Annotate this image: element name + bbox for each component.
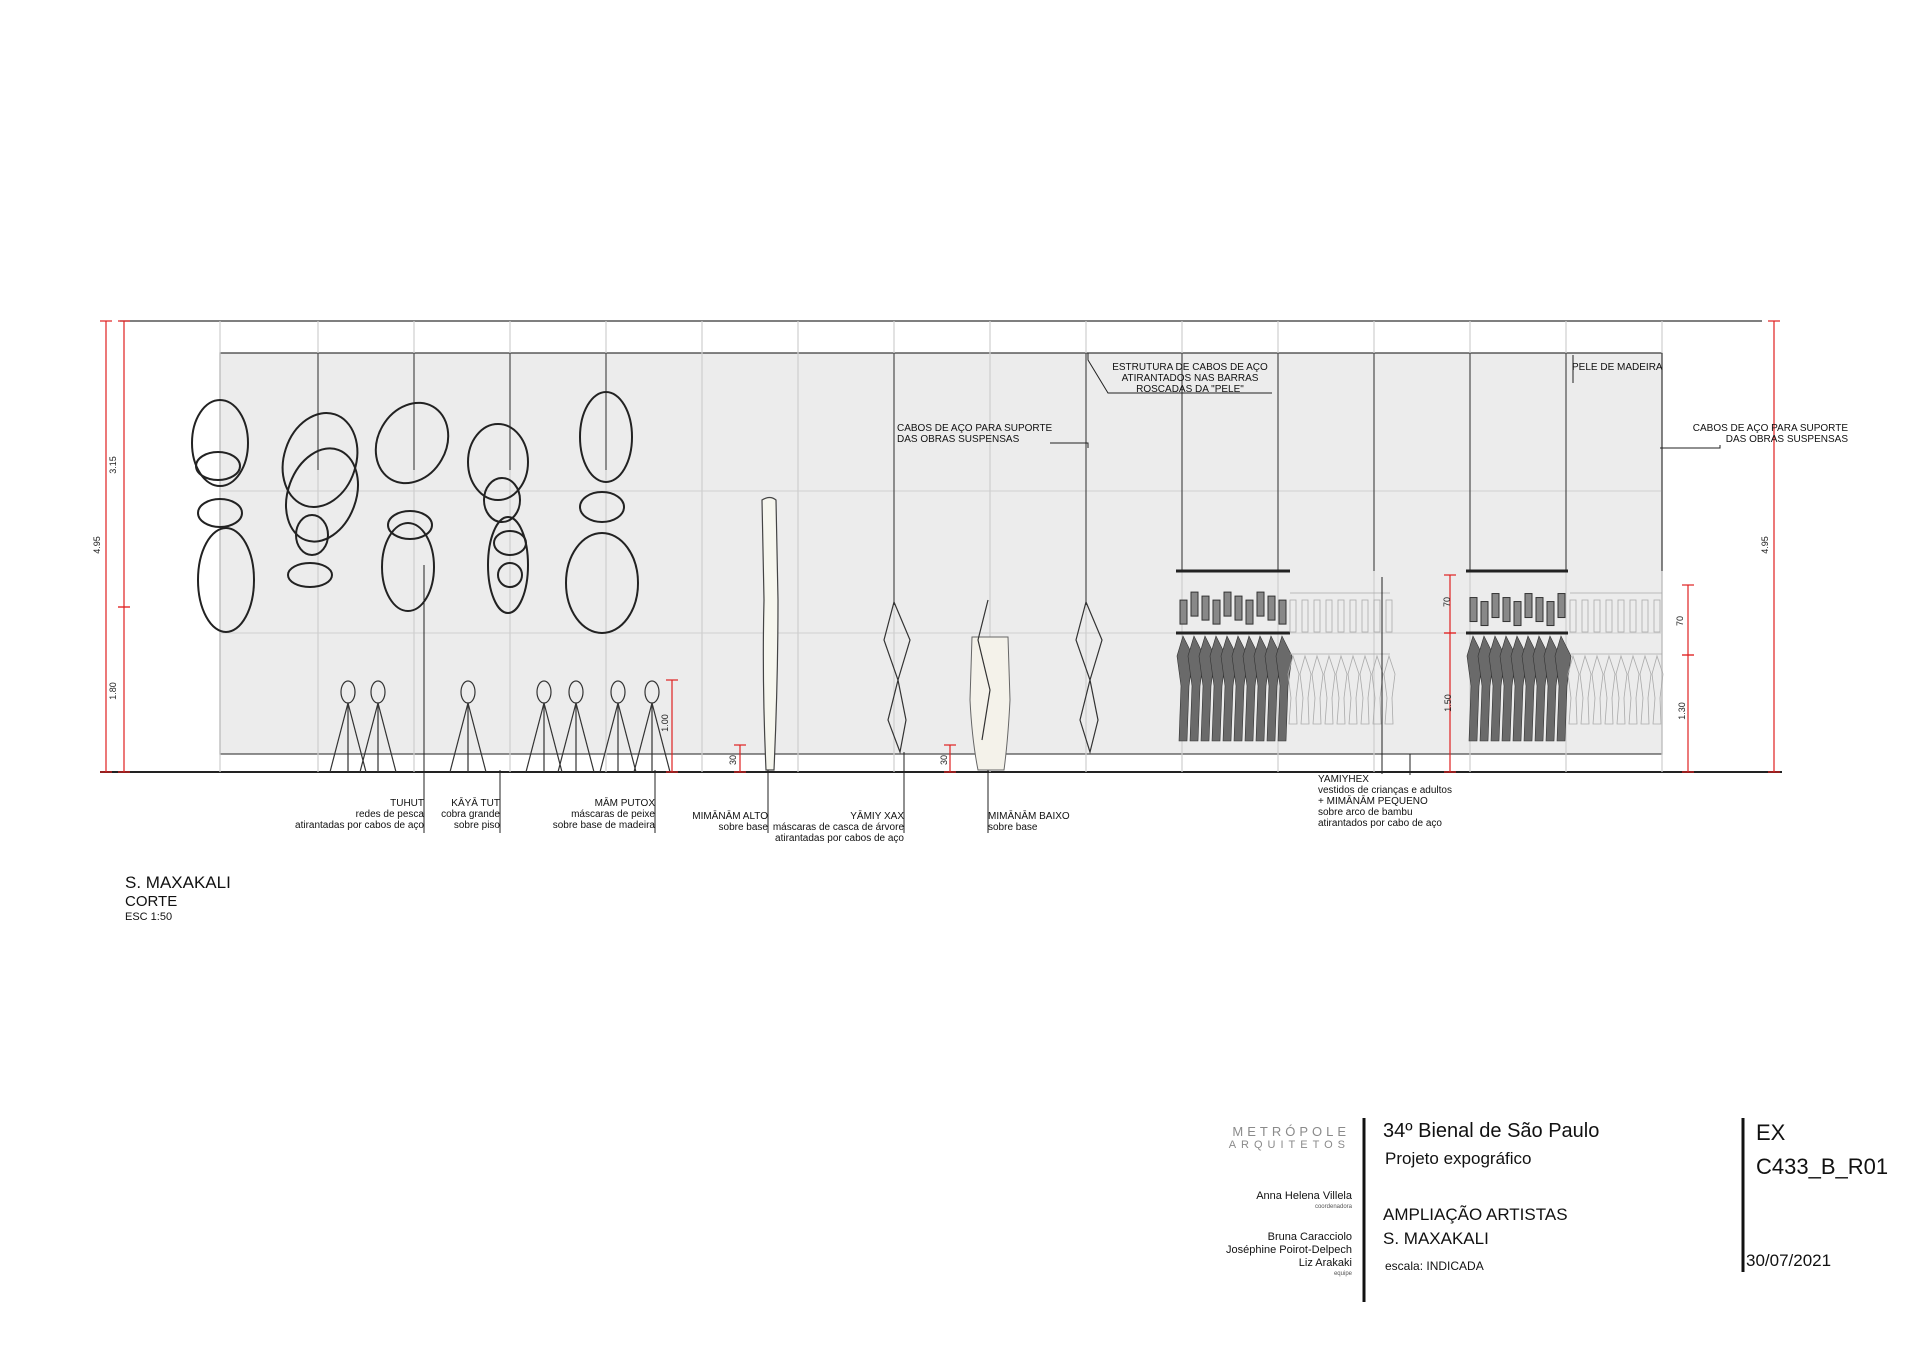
label-tuhut-desc2: atirantadas por cabos de aço <box>295 820 424 831</box>
dim-alto-base: 30 <box>728 754 739 766</box>
project-type: Projeto expográfico <box>1385 1149 1532 1168</box>
dim-rack-lower-right: 1.30 <box>1676 702 1687 720</box>
dim-mam-base: 1.00 <box>659 714 670 732</box>
logo-line1: METRÓPOLE <box>1232 1124 1350 1139</box>
label-yamiyhex <box>1318 774 1452 829</box>
note-cables-right <box>1648 423 1848 445</box>
note-structure <box>1105 362 1275 395</box>
label-mam-desc1: máscaras de peixe <box>571 809 655 820</box>
label-mam-desc2: sobre base de madeira <box>552 820 655 831</box>
label-alto-desc: sobre base <box>718 822 768 833</box>
dim-lower-left: 1.80 <box>107 682 118 700</box>
label-xax-desc1: máscaras de casca de árvore <box>772 822 904 833</box>
label-kaya-tut <box>400 798 500 831</box>
office-logo <box>1200 1124 1350 1151</box>
label-baixo-name: MIMĀNĀM BAIXO <box>988 811 1070 822</box>
label-yamiyhex-name: YAMIYHEX <box>1318 774 1369 785</box>
label-xax-desc2: atirantadas por cabos de aço <box>775 833 904 844</box>
note-cables-mid-line2: DAS OBRAS SUSPENSAS <box>897 434 1020 445</box>
dim-upper-left: 3.15 <box>107 456 118 474</box>
label-yamiyhex-desc2: + MIMĀNĀM PEQUENO <box>1318 796 1428 807</box>
label-yamiyhex-desc4: atirantados por cabo de aço <box>1318 818 1442 829</box>
team-member-3: Liz Arakaki <box>1298 1257 1352 1269</box>
note-cables-right-line2: DAS OBRAS SUSPENSAS <box>1725 434 1848 445</box>
label-kaya-name: KĀYĀ TUT <box>451 798 500 809</box>
dim-total-right: 4.95 <box>1759 536 1770 554</box>
label-tuhut <box>224 798 424 831</box>
dim-baixo-base: 30 <box>939 754 950 766</box>
label-xax-name: YĀMIY XAX <box>850 811 904 822</box>
subject-line2: S. MAXAKALI <box>1383 1229 1489 1248</box>
note-cables-mid <box>897 423 1052 445</box>
label-mimanam-baixo <box>988 811 1070 833</box>
label-mam-putox <box>500 798 655 831</box>
event-title: 34º Bienal de São Paulo <box>1383 1120 1600 1142</box>
team-role: equipe <box>1333 1271 1352 1277</box>
subject-line1: AMPLIAÇÃO ARTISTAS <box>1383 1205 1568 1224</box>
coordinator-role: coordenadora <box>1314 1204 1352 1210</box>
caption-name: S. MAXAKALI <box>125 873 231 892</box>
label-yamiy-xax <box>744 811 904 844</box>
note-structure-line1: ESTRUTURA DE CABOS DE AÇO <box>1112 362 1268 373</box>
sheet-date: 30/07/2021 <box>1746 1251 1832 1270</box>
label-yamiyhex-desc3: sobre arco de bambu <box>1318 807 1413 818</box>
dim-rack-upper-left: 70 <box>1442 596 1453 608</box>
label-alto-name: MIMĀNĀM ALTO <box>692 811 768 822</box>
team-member-1: Bruna Caracciolo <box>1267 1231 1352 1243</box>
dim-rack-upper-right: 70 <box>1675 615 1686 627</box>
note-wood-skin: PELE DE MADEIRA <box>1572 362 1663 373</box>
sheet-code: C433_B_R01 <box>1756 1154 1889 1179</box>
scale-note: escala: INDICADA <box>1385 1259 1484 1273</box>
label-mam-name: MĀM PUTOX <box>594 798 655 809</box>
sheet-prefix: EX <box>1756 1120 1786 1145</box>
label-baixo-desc: sobre base <box>988 822 1038 833</box>
coordinator-name: Anna Helena Villela <box>1256 1190 1352 1202</box>
note-cables-right-line1: CABOS DE AÇO PARA SUPORTE <box>1692 423 1848 434</box>
label-kaya-desc1: cobra grande <box>441 809 500 820</box>
drawing-caption <box>125 873 231 924</box>
note-structure-line3: ROSCADAS DA "PELE" <box>1136 384 1244 395</box>
note-structure-line2: ATIRANTADOS NAS BARRAS <box>1121 373 1259 384</box>
caption-scale: ESC 1:50 <box>125 911 173 923</box>
dim-rack-lower-left: 1.50 <box>1442 694 1453 712</box>
label-yamiyhex-desc1: vestidos de crianças e adultos <box>1318 785 1452 796</box>
label-kaya-desc2: sobre piso <box>453 820 500 831</box>
mimanam-alto <box>762 498 778 771</box>
label-tuhut-desc1: redes de pesca <box>355 809 424 820</box>
team-member-2: Joséphine Poirot-Delpech <box>1226 1244 1352 1256</box>
mimanam-baixo <box>970 637 1010 770</box>
note-cables-mid-line1: CABOS DE AÇO PARA SUPORTE <box>897 423 1053 434</box>
logo-line2: ARQUITETOS <box>1228 1139 1350 1151</box>
dim-total-left: 4.95 <box>91 536 102 554</box>
caption-view: CORTE <box>125 893 178 910</box>
label-tuhut-name: TUHUT <box>390 798 424 809</box>
